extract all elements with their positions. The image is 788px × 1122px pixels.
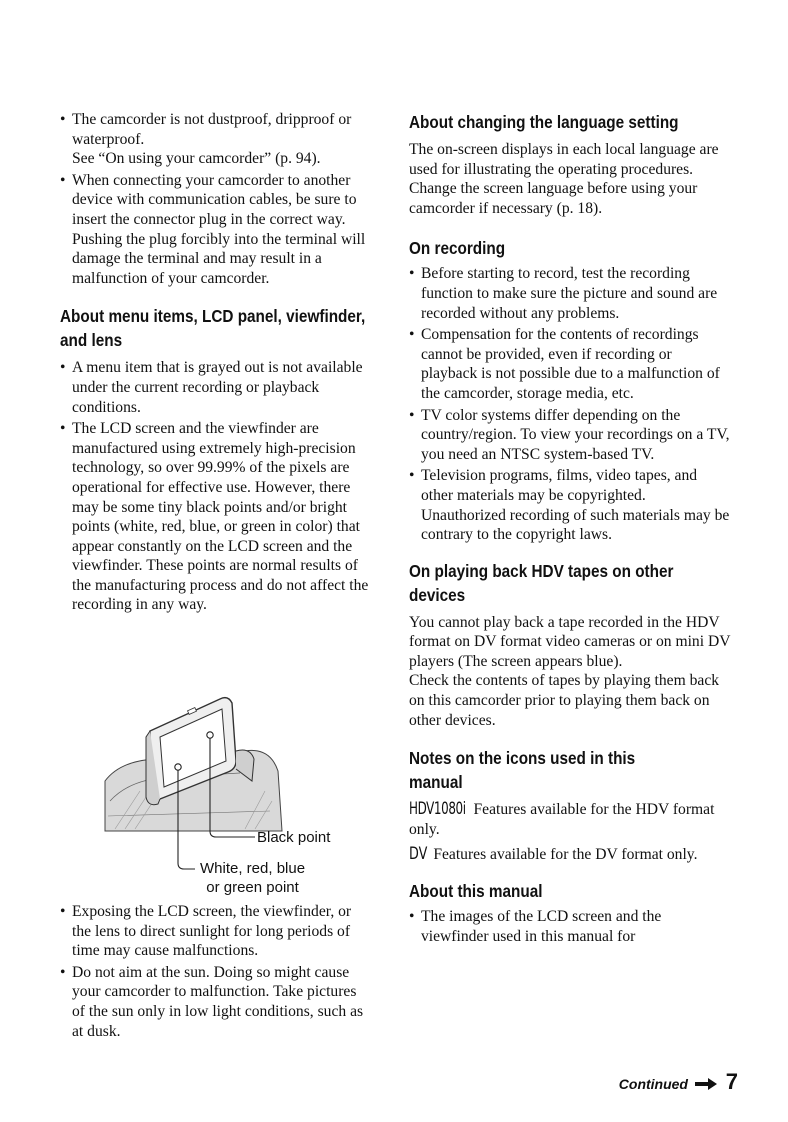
recording-heading: On recording: [409, 238, 506, 259]
bullet-copyright: • Television programs, films, video tapes, and other materials may be copyrighted. Unauthorized recording of such materials may be contrary to the copyright laws.: [409, 466, 731, 544]
manual-heading: About this manual: [409, 881, 543, 902]
left-column: [60, 110, 370, 1043]
bullet-tv-systems: • TV color systems differ depending on the country/region. To view your recordings on a TV, you need an NTSC system-based TV.: [409, 406, 731, 465]
dv-icon: DV: [409, 844, 428, 865]
bullet-compensation: • Compensation for the contents of recordings cannot be provided, even if recording or playback is not possible due to a malfunction of the camcorder, storage media, etc.: [409, 325, 731, 403]
bullet-aim-sun: • Do not aim at the sun. Doing so might cause your camcorder to malfunction. Take pictures of the sun only in low light conditions, such as at dusk.: [60, 963, 370, 1041]
page-number: 7: [725, 1069, 738, 1094]
menu-lcd-heading: About menu items, LCD panel, viewfinder, and lens: [60, 306, 366, 351]
colored-point-label: White, red, blue or green point: [200, 860, 306, 897]
black-point-label: Black point: [257, 829, 331, 847]
menu-bullet-list: [60, 358, 370, 615]
lcd-illustration: [60, 651, 370, 897]
icons-heading: Notes on the icons used in this manual: [409, 748, 636, 793]
language-heading: About changing the language setting: [409, 112, 679, 132]
bullet-test-record: • Before starting to record, test the recording function to make sure the picture and sound are recorded without any problems.: [409, 264, 731, 323]
bullet-manual-images: • The images of the LCD screen and the viewfinder used in this manual for: [409, 907, 731, 946]
bullet-grayed-menu: • A menu item that is grayed out is not available under the current recording or playback conditions.: [60, 358, 370, 417]
manual-bullet-list: [409, 907, 731, 946]
hdv-playback-paragraph: You cannot play back a tape recorded in the HDV format on DV format video cameras or on mini DV players (The screen appears blue). Check the contents of tapes by playing them back on this camcorder prior to playing them back on other devices.: [409, 613, 731, 729]
continued-label: Continued: [618, 1076, 688, 1092]
bullet-connecting: • When connecting your camcorder to another device with communication cables, be sure to insert the connector plug in the correct way. Pushing the plug forcibly into the terminal will damage the terminal and may result in a malfunction of your camcorder.: [60, 171, 370, 289]
recording-bullet-list: [409, 264, 731, 544]
language-paragraph: The on-screen displays in each local language are used for illustrating the operating procedures. Change the screen language before using your camcorder if necessary (p. 18).: [409, 141, 719, 217]
page-footer: [560, 1068, 750, 1098]
bullet-dustproof: • The camcorder is not dustproof, dripproof or waterproof. See “On using your camcorder” (p. 94).: [60, 110, 370, 169]
dv-icon-text: Features available for the DV format only.: [429, 846, 698, 864]
hdv-icon-note: [409, 800, 731, 839]
hdv-icon-text: Features available for the HDV format only.: [409, 801, 715, 838]
bullet-lcd-pixels: • The LCD screen and the viewfinder are manufactured using extremely high-precision technology, so over 99.99% of the pixels are operational for effective use. However, there may be some tiny black points and/or bright points (white, red, blue, or green in color) that appear constantly on the LCD screen and the viewfinder. These points are normal results of the manufacturing process and do not affect the recording in any way.: [60, 419, 370, 615]
intro-bullet-list: [60, 110, 370, 288]
sunlight-bullet-list: [60, 902, 370, 1041]
right-column: [409, 110, 731, 948]
hdv-playback-heading: On playing back HDV tapes on other devices: [409, 560, 674, 605]
continued-arrow-icon: [694, 1077, 718, 1091]
bullet-sunlight-exposure: • Exposing the LCD screen, the viewfinder, or the lens to direct sunlight for long periods of time may cause malfunctions.: [60, 902, 370, 961]
dv-icon-note: [409, 845, 731, 865]
hdv1080i-icon: HDV1080i: [409, 799, 466, 820]
